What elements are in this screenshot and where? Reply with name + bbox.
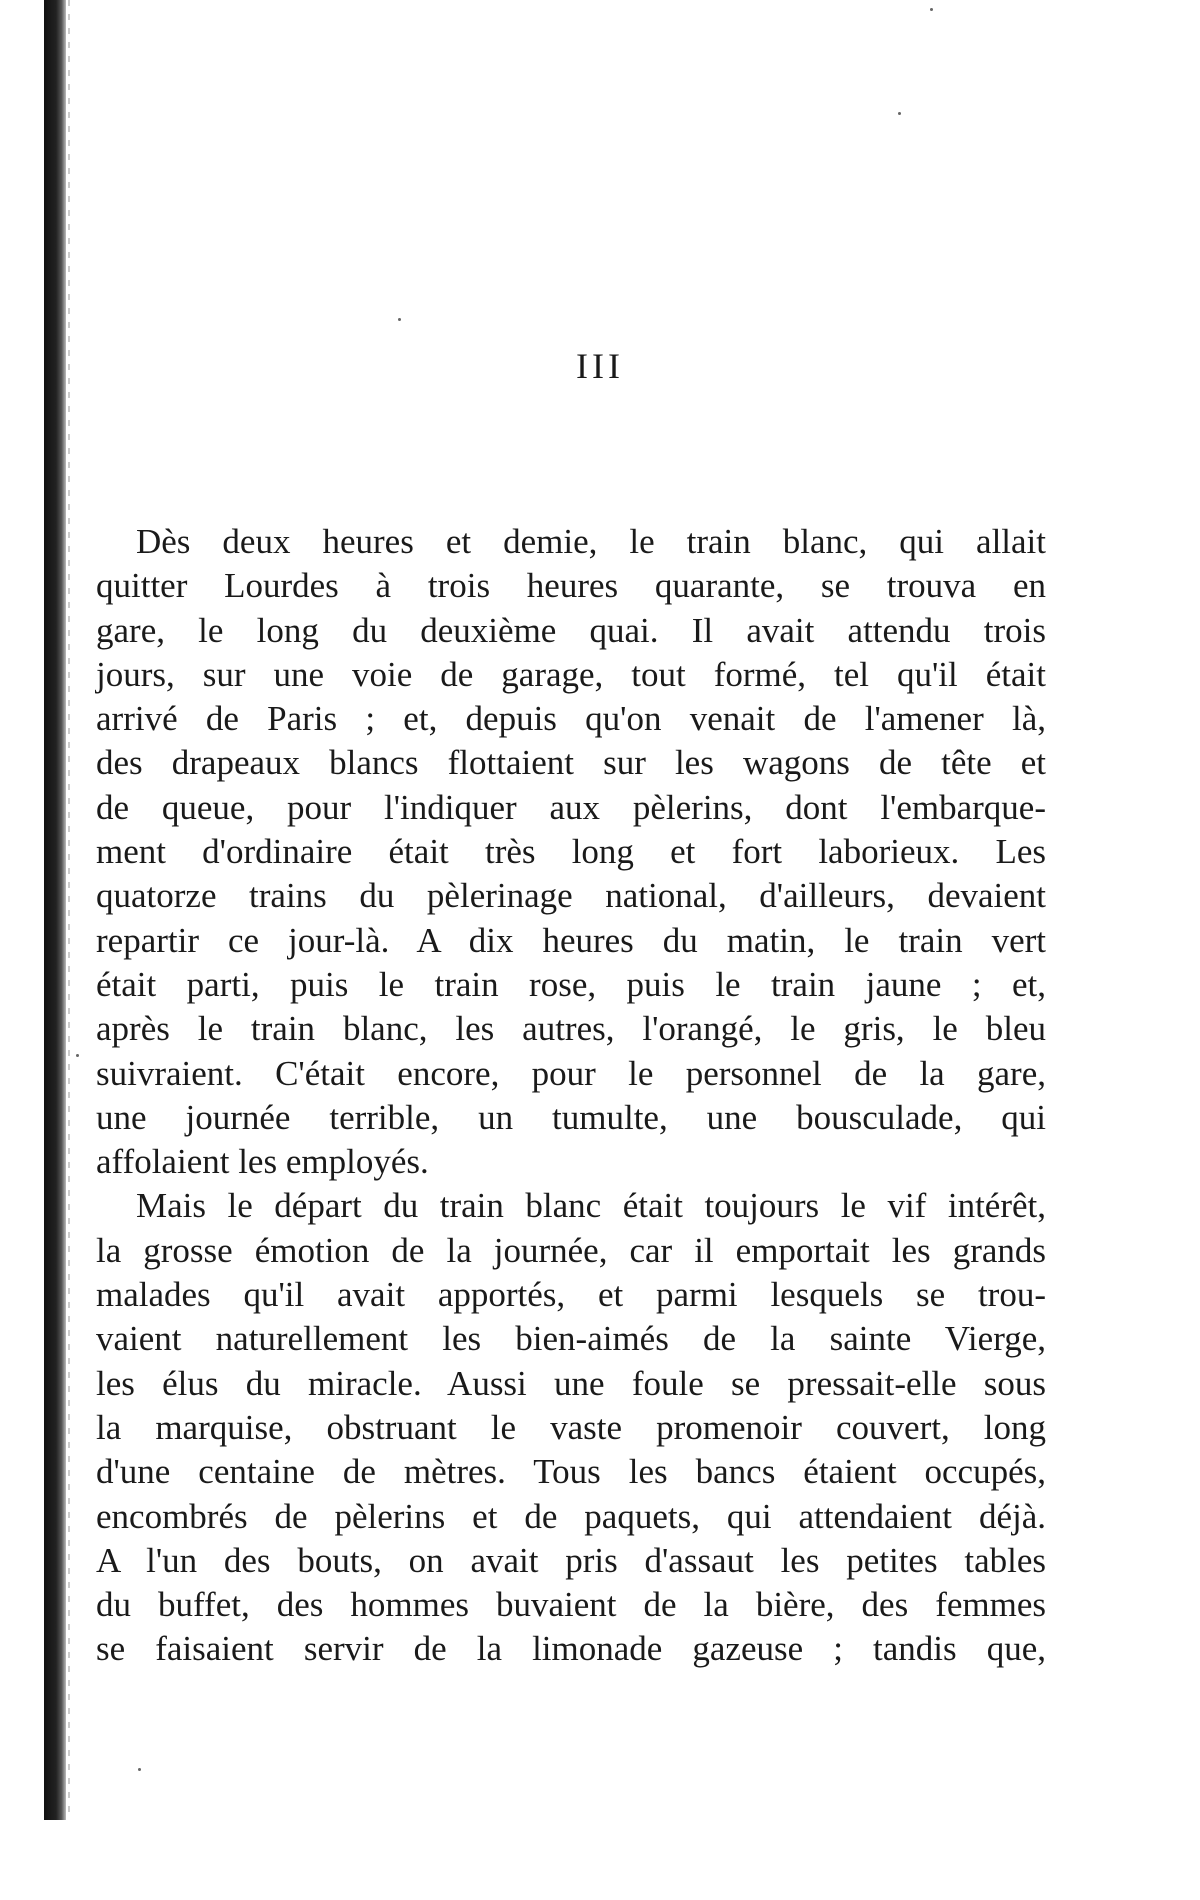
text-line: A l'un des bouts, on avait pris d'assaut les petites tables — [96, 1540, 1046, 1580]
text-line: repartir ce jour-là. A dix heures du matin, le train vert — [96, 920, 1046, 960]
text-line: la marquise, obstruant le vaste promenoir couvert, long — [96, 1407, 1046, 1447]
text-line: ment d'ordinaire était très long et fort laborieux. Les — [96, 832, 1046, 872]
text-line: affolaient les employés. — [96, 1142, 429, 1182]
paper-speck — [138, 1768, 141, 1771]
text-line: du buffet, des hommes buvaient de la bière, des femmes — [96, 1585, 1046, 1625]
page-binding-edge — [44, 0, 66, 1820]
text-line: malades qu'il avait apportés, et parmi lesquels se trou- — [96, 1275, 1046, 1315]
text-line: était parti, puis le train rose, puis le train jaune ; et, — [96, 964, 1046, 1004]
paper-speck — [398, 318, 401, 321]
text-line: les élus du miracle. Aussi une foule se pressait-elle sous — [96, 1363, 1046, 1403]
paper-speck — [898, 112, 901, 115]
text-line: après le train blanc, les autres, l'orangé, le gris, le bleu — [96, 1009, 1046, 1049]
text-line: quatorze trains du pèlerinage national, d'ailleurs, devaient — [96, 876, 1046, 916]
text-line: arrivé de Paris ; et, depuis qu'on venait de l'amener là, — [96, 699, 1046, 739]
paper-speck — [930, 8, 933, 11]
text-line: jours, sur une voie de garage, tout formé, tel qu'il était — [96, 654, 1046, 694]
text-line: une journée terrible, un tumulte, une bousculade, qui — [96, 1097, 1046, 1137]
text-line: gare, le long du deuxième quai. Il avait attendu trois — [96, 610, 1046, 650]
text-line: vaient naturellement les bien-aimés de la sainte Vierge, — [96, 1319, 1046, 1359]
text-line: de queue, pour l'indiquer aux pèlerins, dont l'embarque- — [96, 787, 1046, 827]
text-line: encombrés de pèlerins et de paquets, qui attendaient déjà. — [96, 1496, 1046, 1536]
paper-speck — [76, 1054, 79, 1057]
text-line: Mais le départ du train blanc était toujours le vif intérêt, — [136, 1186, 1046, 1226]
text-line: quitter Lourdes à trois heures quarante, se trouva en — [96, 566, 1046, 606]
text-line: des drapeaux blancs flottaient sur les wagons de tête et — [96, 743, 1046, 783]
text-line: se faisaient servir de la limonade gazeuse ; tandis que, — [96, 1629, 1046, 1669]
text-line: Dès deux heures et demie, le train blanc, qui allait — [136, 522, 1046, 561]
text-line: la grosse émotion de la journée, car il emportait les grands — [96, 1230, 1046, 1270]
text-line: suivraient. C'était encore, pour le personnel de la gare, — [96, 1053, 1046, 1093]
body-text — [96, 520, 1046, 1672]
text-line: d'une centaine de mètres. Tous les bancs étaient occupés, — [96, 1452, 1046, 1492]
chapter-heading: III — [576, 346, 624, 386]
